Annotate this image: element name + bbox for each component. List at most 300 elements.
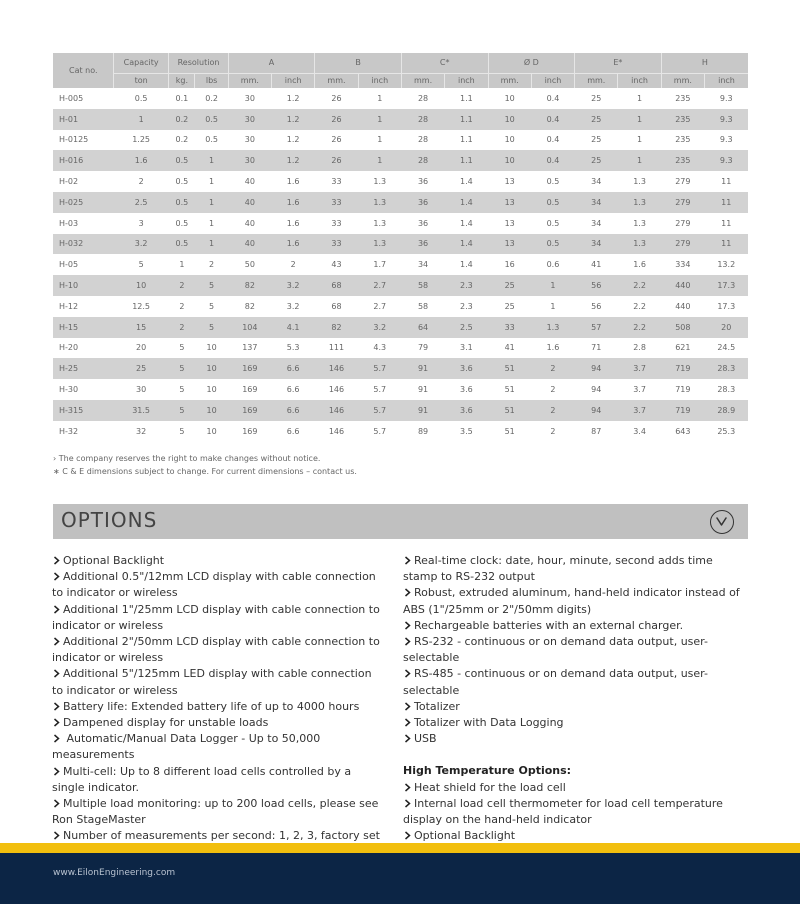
table-cell: 2: [169, 317, 195, 338]
table-cell: 334: [675, 260, 691, 270]
table-cell: 25: [591, 93, 602, 103]
table-cell: 6.6: [286, 385, 300, 395]
table-cell: 1.25: [132, 135, 151, 145]
header-c: C*: [401, 53, 488, 73]
option-item: [403, 731, 748, 747]
table-cell: 3.2: [113, 234, 168, 255]
option-text: Real-time clock: date, hour, minute, second adds time stamp to RS-232 output: [403, 554, 713, 584]
table-cell: 0.4: [531, 150, 574, 171]
table-cell: 25: [575, 150, 618, 171]
table-cell: 28: [401, 109, 444, 130]
table-cell: 33: [331, 218, 342, 228]
table-cell: 5: [195, 317, 228, 338]
unit-header: ton: [113, 73, 168, 88]
expand-options-button[interactable]: [710, 510, 734, 534]
option-text: Multiple load monitoring: up to 200 load cells, please see Ron StageMaster: [52, 797, 379, 827]
option-text: Multi-cell: Up to 8 different load cells controlled by a single indicator.: [52, 764, 352, 794]
table-cell: 146: [328, 385, 345, 395]
cat-no-cell: H-0125: [59, 135, 89, 145]
table-cell: 2.5: [445, 317, 488, 338]
table-cell: 2: [531, 400, 574, 421]
table-cell: 1.4: [460, 260, 473, 270]
table-cell: 5: [179, 426, 185, 436]
table-cell: 26: [331, 93, 342, 103]
table-cell: 2.2: [633, 301, 646, 311]
options-header: [53, 504, 748, 539]
table-cell: 1.3: [358, 192, 401, 213]
table-cell: 621: [675, 343, 691, 353]
table-cell: 41: [591, 260, 602, 270]
table-cell: 2.3: [460, 301, 473, 311]
header-h: H: [661, 53, 748, 73]
unit-header: inch: [531, 73, 574, 88]
table-cell: 10: [504, 93, 515, 103]
table-cell: 91: [401, 358, 444, 379]
table-cell: 56: [575, 275, 618, 296]
cat-no-cell: H-025: [53, 192, 113, 213]
cat-no-cell: H-016: [53, 150, 113, 171]
unit-header: inch: [272, 73, 315, 88]
table-cell: 1.4: [460, 177, 473, 187]
option-item: [52, 553, 382, 569]
table-cell: 2.3: [445, 275, 488, 296]
table-cell: 3.5: [460, 426, 473, 436]
table-cell: 1.3: [373, 218, 387, 228]
option-item: [403, 780, 748, 796]
option-text: Heat shield for the load cell: [414, 780, 566, 794]
table-cell: 0.5: [205, 135, 218, 145]
table-cell: 5.3: [286, 343, 300, 353]
option-item: [403, 618, 748, 634]
option-text: Internal load cell thermometer for load cell temperature display on the hand-held indicator: [403, 796, 723, 827]
table-cell: 2.7: [373, 301, 387, 311]
table-cell: 30: [244, 135, 255, 145]
table-row: [53, 296, 748, 317]
table-cell: 279: [675, 177, 691, 187]
option-text: USB: [414, 732, 437, 746]
chevron-right-icon: [403, 831, 412, 840]
table-cell: 2: [550, 385, 556, 395]
options-list-left: [52, 553, 382, 845]
unit-header: lbs: [195, 73, 228, 88]
chevron-right-icon: [403, 637, 412, 646]
table-cell: 13.2: [717, 260, 736, 270]
table-cell: 34: [591, 177, 602, 187]
table-cell: 146: [315, 400, 358, 421]
option-text: Robust, extruded aluminum, hand-held indicator instead of ABS (1"/25mm or 2"/50mm digits): [403, 586, 740, 616]
table-cell: 25: [113, 358, 168, 379]
table-cell: 32: [136, 426, 147, 436]
table-row: [53, 150, 748, 171]
table-cell: 169: [228, 358, 271, 379]
table-cell: 508: [661, 317, 704, 338]
table-cell: 0.5: [175, 218, 189, 228]
unit-header: kg.: [169, 73, 195, 88]
table-cell: 1.6: [633, 260, 646, 270]
table-cell: 51: [504, 426, 515, 436]
option-text: Additional 0.5"/12mm LCD display with cable connection to indicator or wireless: [52, 570, 376, 600]
table-cell: 1.1: [460, 135, 473, 145]
table-cell: 94: [575, 400, 618, 421]
table-cell: 1: [195, 150, 228, 171]
table-cell: 36: [401, 192, 444, 213]
options-left-column: [52, 553, 382, 845]
table-header-units: [53, 73, 748, 88]
table-cell: 3.7: [618, 358, 661, 379]
table-cell: 169: [242, 426, 258, 436]
table-cell: 719: [661, 358, 704, 379]
table-cell: 30: [136, 385, 147, 395]
table-cell: 34: [591, 218, 602, 228]
table-cell: 6.6: [272, 358, 315, 379]
table-cell: 25: [504, 301, 515, 311]
table-cell: 643: [675, 426, 691, 436]
table-cell: 1.2: [286, 135, 300, 145]
table-row: [53, 192, 748, 213]
table-cell: 3: [138, 218, 144, 228]
cat-no-cell: H-02: [59, 177, 79, 187]
table-cell: 10: [488, 150, 531, 171]
table-cell: 1: [358, 150, 401, 171]
option-item: [52, 569, 382, 601]
table-cell: 5: [209, 301, 215, 311]
spec-table: [53, 53, 748, 442]
table-cell: 1.2: [272, 150, 315, 171]
table-cell: 10: [206, 426, 217, 436]
options-title: OPTIONS: [61, 508, 158, 532]
footer: [0, 853, 800, 904]
option-text: Automatic/Manual Data Logger - Up to 50,000 measurements: [52, 732, 321, 762]
table-cell: 12.5: [132, 301, 151, 311]
table-header-groups: [53, 53, 748, 73]
unit-header: mm.: [488, 73, 531, 88]
table-cell: 87: [591, 426, 602, 436]
table-cell: 10: [195, 400, 228, 421]
table-cell: 82: [315, 317, 358, 338]
table-cell: 28.3: [705, 358, 749, 379]
table-cell: 169: [228, 400, 271, 421]
table-cell: 51: [504, 385, 515, 395]
option-text: Number of measurements per second: 1, 2, 3, factory set: [63, 829, 380, 843]
table-cell: 1: [637, 135, 643, 145]
table-cell: 1.6: [272, 192, 315, 213]
table-cell: 1: [531, 275, 574, 296]
table-cell: 3.6: [460, 385, 473, 395]
option-text: Battery life: Extended battery life of up to 4000 hours: [63, 699, 360, 713]
table-cell: 169: [242, 385, 258, 395]
table-cell: 41: [504, 343, 515, 353]
table-cell: 33: [488, 317, 531, 338]
table-cell: 2.8: [633, 343, 646, 353]
table-cell: 34: [575, 192, 618, 213]
table-cell: 68: [315, 275, 358, 296]
options-right-column: [403, 553, 748, 861]
table-cell: 1.1: [445, 150, 488, 171]
table-cell: 26: [315, 109, 358, 130]
table-cell: 2.2: [618, 275, 661, 296]
table-cell: 0.2: [175, 135, 189, 145]
cat-no-cell: H-03: [59, 218, 79, 228]
option-item: [52, 699, 382, 715]
table-cell: 146: [328, 426, 345, 436]
table-cell: 16: [504, 260, 515, 270]
table-cell: 2: [550, 426, 556, 436]
table-cell: 10: [113, 275, 168, 296]
table-cell: 15: [113, 317, 168, 338]
table-cell: 1: [179, 260, 185, 270]
table-cell: 10: [504, 135, 515, 145]
option-item: [52, 764, 382, 796]
table-cell: 1: [195, 192, 228, 213]
table-cell: 4.1: [272, 317, 315, 338]
table-cell: 13: [488, 192, 531, 213]
cat-no-cell: H-032: [53, 234, 113, 255]
table-cell: 0.4: [546, 135, 560, 145]
table-cell: 10: [488, 109, 531, 130]
unit-header: mm.: [401, 73, 444, 88]
table-cell: 11: [705, 192, 749, 213]
table-row: [53, 358, 748, 379]
option-text: RS-232 - continuous or on demand data output, user-selectable: [403, 635, 708, 665]
cat-no-cell: H-32: [59, 426, 79, 436]
table-cell: 1.4: [445, 234, 488, 255]
table-cell: 30: [244, 93, 255, 103]
unit-header: mm.: [315, 73, 358, 88]
table-cell: 40: [244, 218, 255, 228]
table-cell: 0.5: [531, 192, 574, 213]
chevron-right-icon: [403, 799, 412, 808]
table-cell: 5.7: [358, 400, 401, 421]
unit-header: inch: [705, 73, 749, 88]
table-cell: 2: [169, 275, 195, 296]
chevron-right-icon: [52, 637, 61, 646]
option-text: Additional 1"/25mm LCD display with cable connection to indicator or wireless: [52, 602, 380, 632]
table-cell: 3.6: [445, 358, 488, 379]
table-cell: 82: [244, 301, 255, 311]
option-text: Totalizer with Data Logging: [414, 716, 564, 730]
table-cell: 10: [195, 358, 228, 379]
table-cell: 440: [675, 301, 691, 311]
chevron-right-icon: [403, 734, 412, 743]
table-cell: 56: [591, 301, 602, 311]
table-row: [53, 130, 748, 151]
table-cell: 3.7: [618, 400, 661, 421]
header-resolution: Resolution: [169, 53, 228, 73]
table-cell: 5: [138, 260, 144, 270]
option-text: RS-485 - continuous or on demand data output, user-selectable: [403, 667, 708, 697]
table-cell: 0.5: [531, 234, 574, 255]
table-cell: 5: [179, 385, 185, 395]
table-cell: 5: [179, 343, 185, 353]
table-cell: 51: [488, 358, 531, 379]
table-cell: 0.2: [169, 109, 195, 130]
table-cell: 1: [113, 109, 168, 130]
table-cell: 10: [206, 385, 217, 395]
header-e: E*: [575, 53, 662, 73]
header-d: Ø D: [488, 53, 575, 73]
header-capacity: Capacity: [113, 53, 168, 73]
table-cell: 82: [228, 275, 271, 296]
table-cell: 235: [661, 150, 704, 171]
table-cell: 0.5: [169, 150, 195, 171]
table-cell: 1.3: [618, 192, 661, 213]
table-cell: 0.5: [169, 192, 195, 213]
chevron-right-icon: [403, 783, 412, 792]
table-cell: 25: [575, 109, 618, 130]
table-cell: 2: [209, 260, 215, 270]
cat-no-cell: H-20: [59, 343, 79, 353]
option-item: [403, 715, 748, 731]
table-cell: 1.3: [633, 177, 646, 187]
table-cell: 9.3: [705, 150, 749, 171]
footer-accent-stripe: [0, 843, 800, 853]
table-row: [53, 379, 748, 400]
table-row: [53, 109, 748, 130]
table-cell: 1.6: [272, 234, 315, 255]
table-cell: 2: [138, 177, 144, 187]
table-cell: 30: [228, 150, 271, 171]
chevron-right-icon: [403, 702, 412, 711]
table-cell: 25: [591, 135, 602, 145]
table-cell: 5.7: [373, 385, 387, 395]
table-row: [53, 421, 748, 442]
table-cell: 146: [315, 358, 358, 379]
option-item: [403, 553, 748, 585]
option-item: [52, 666, 382, 698]
table-cell: 3.2: [286, 301, 300, 311]
unit-header: mm.: [228, 73, 271, 88]
table-cell: 64: [401, 317, 444, 338]
table-cell: 11: [721, 218, 732, 228]
table-cell: 91: [401, 400, 444, 421]
table-cell: 17.3: [705, 275, 749, 296]
table-cell: 2: [290, 260, 296, 270]
table-cell: 13: [504, 177, 515, 187]
header-a: A: [228, 53, 315, 73]
table-cell: 1.3: [373, 177, 387, 187]
table-cell: 20: [136, 343, 147, 353]
table-cell: 1.7: [373, 260, 387, 270]
table-row: [53, 254, 748, 275]
table-cell: 50: [244, 260, 255, 270]
chevron-down-icon: [716, 517, 727, 527]
table-cell: 94: [575, 358, 618, 379]
chevron-right-icon: [52, 605, 61, 614]
cat-no-cell: H-30: [59, 385, 79, 395]
table-cell: 0.6: [546, 260, 560, 270]
table-cell: 28.3: [717, 385, 736, 395]
footer-website-link[interactable]: www.EilonEngineering.com: [53, 868, 176, 878]
table-cell: 36: [417, 218, 429, 228]
table-cell: 58: [417, 301, 429, 311]
chevron-right-icon: [52, 718, 61, 727]
table-cell: 0.5: [169, 234, 195, 255]
table-cell: 13: [504, 218, 515, 228]
table-cell: 235: [675, 135, 691, 145]
table-row: [53, 317, 748, 338]
unit-header: inch: [445, 73, 488, 88]
table-cell: 79: [417, 343, 429, 353]
chevron-right-icon: [52, 702, 61, 711]
chevron-right-icon: [52, 669, 61, 678]
table-cell: 137: [242, 343, 258, 353]
table-cell: 91: [417, 385, 429, 395]
chevron-right-icon: [52, 556, 61, 565]
cat-no-cell: H-005: [59, 93, 84, 103]
table-cell: 26: [331, 135, 342, 145]
note-changes: › The company reserves the right to make changes without notice.: [53, 454, 321, 463]
table-cell: 11: [721, 177, 732, 187]
option-text: Optional Backlight: [63, 554, 165, 567]
table-cell: 1.1: [445, 109, 488, 130]
table-cell: 40: [228, 234, 271, 255]
table-cell: 1: [550, 301, 556, 311]
table-cell: 26: [315, 150, 358, 171]
high-temp-title: High Temperature Options:: [403, 764, 572, 778]
table-cell: 94: [591, 385, 602, 395]
table-cell: 9.3: [705, 109, 749, 130]
option-item: [52, 715, 382, 731]
unit-header: inch: [358, 73, 401, 88]
table-cell: 719: [661, 400, 704, 421]
unit-header: mm.: [575, 73, 618, 88]
unit-header: mm.: [661, 73, 704, 88]
table-cell: 0.2: [205, 93, 218, 103]
table-cell: 1.3: [358, 234, 401, 255]
option-item: [403, 585, 748, 617]
cat-no-cell: H-315: [53, 400, 113, 421]
table-cell: 1: [209, 218, 215, 228]
chevron-right-icon: [403, 669, 412, 678]
table-cell: 235: [661, 109, 704, 130]
option-text: Totalizer: [414, 699, 460, 713]
header-b: B: [315, 53, 402, 73]
cat-no-cell: H-15: [53, 317, 113, 338]
table-cell: 6.6: [272, 400, 315, 421]
table-cell: 28: [417, 93, 429, 103]
option-text: Dampened display for unstable loads: [63, 716, 269, 730]
table-cell: 25.3: [717, 426, 736, 436]
table-cell: 1.6: [546, 343, 560, 353]
chevron-right-icon: [403, 621, 412, 630]
cat-no-cell: H-25: [53, 358, 113, 379]
options-list-right: [403, 553, 748, 747]
table-cell: 5: [195, 275, 228, 296]
option-text: Additional 5"/125mm LED display with cable connection to indicator or wireless: [52, 667, 372, 697]
table-cell: 20: [705, 317, 749, 338]
table-cell: 3.2: [272, 275, 315, 296]
table-cell: 51: [488, 400, 531, 421]
table-cell: 1: [209, 177, 215, 187]
table-row: [53, 338, 748, 359]
table-cell: 17.3: [717, 301, 736, 311]
table-cell: 0.5: [195, 109, 228, 130]
table-cell: 1.6: [113, 150, 168, 171]
table-cell: 2: [179, 301, 185, 311]
table-row: [53, 275, 748, 296]
option-text: Optional Backlight: [414, 829, 516, 843]
table-cell: 71: [591, 343, 602, 353]
chevron-right-icon: [403, 718, 412, 727]
table-cell: 2.5: [113, 192, 168, 213]
table-cell: 58: [401, 275, 444, 296]
table-cell: 1.2: [286, 93, 300, 103]
table-cell: 36: [401, 234, 444, 255]
table-cell: 1.1: [460, 93, 473, 103]
table-cell: 1: [637, 93, 643, 103]
table-cell: 1.4: [445, 192, 488, 213]
table-cell: 6.6: [286, 426, 300, 436]
